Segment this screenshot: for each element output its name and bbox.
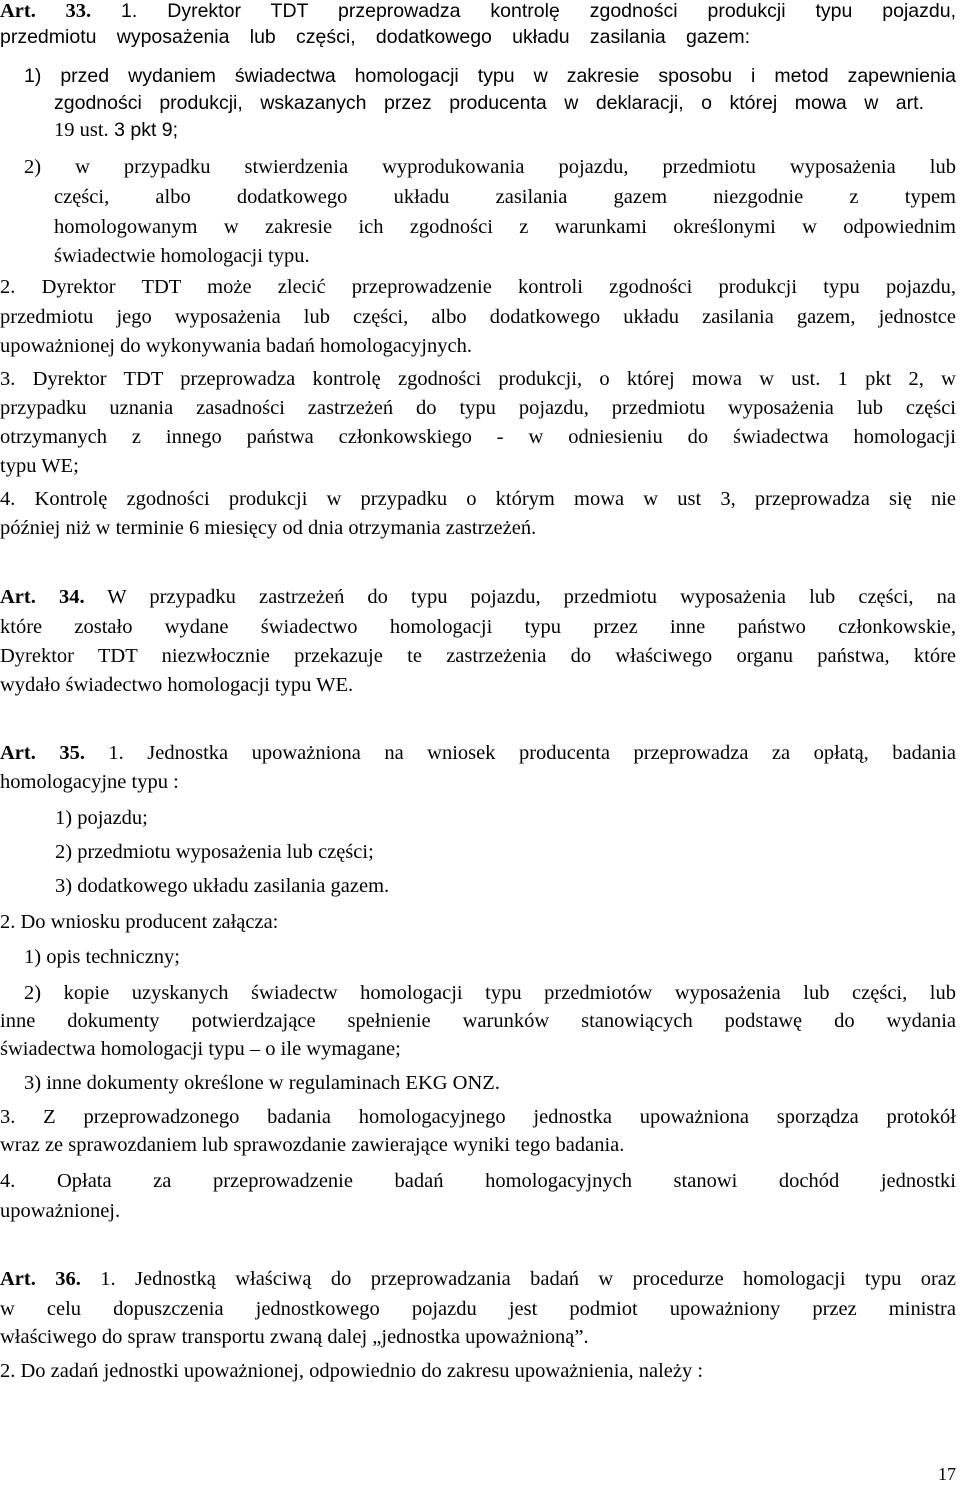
art34-line3: Dyrektor TDT niezwłocznie przekazuje te zastrzeżenia do właściwego organu państwa, które bbox=[0, 645, 956, 667]
art35-sec2-heading: 2. Do wniosku producent załącza: bbox=[0, 911, 279, 933]
art33-sec2-line1: 2. Dyrektor TDT może zlecić przeprowadzenie kontroli zgodności produkcji typu pojazdu, bbox=[0, 276, 956, 298]
art35-item1: 1) pojazdu; bbox=[55, 807, 148, 829]
art34-line4: wydało świadectwo homologacji typu WE. bbox=[0, 674, 354, 696]
art33-point1-line3a: 19 ust. bbox=[54, 119, 109, 141]
art33-sec4-line2: później niż w terminie 6 miesięcy od dnia otrzymania zastrzeżeń. bbox=[0, 517, 537, 539]
art35-sec2-item2-line3: świadectwa homologacji typu – o ile wymagane; bbox=[0, 1038, 401, 1060]
art34-line1-text: W przypadku zastrzeżeń do typu pojazdu, przedmiotu wyposażenia lub części, na bbox=[84, 586, 956, 608]
art33-num: 1. bbox=[91, 0, 168, 22]
art35-sec2-item2-line1: 2) kopie uzyskanych świadectw homologacji typu przedmiotów wyposażenia lub części, lub bbox=[24, 982, 956, 1004]
art34-label: Art. 34. bbox=[0, 586, 85, 608]
art36-line2: w celu dopuszczenia jednostkowego pojazdu jest podmiot upoważniony przez ministra bbox=[0, 1298, 956, 1320]
art36-sec2: 2. Do zadań jednostki upoważnionej, odpowiednio do zakresu upoważnienia, należy : bbox=[0, 1360, 704, 1382]
art35-line2: homologacyjne typu : bbox=[0, 771, 179, 793]
art33-sec2-line2: przedmiotu jego wyposażenia lub części, albo dodatkowego układu zasilania gazem, jednostce bbox=[0, 306, 956, 328]
art35-sec3-line2: wraz ze sprawozdaniem lub sprawozdanie zawierające wyniki tego badania. bbox=[0, 1134, 625, 1156]
art36-line1 bbox=[0, 1266, 956, 1293]
page-number: 17 bbox=[938, 1464, 956, 1484]
art33-point1-line2: zgodności produkcji, wskazanych przez producenta w deklaracji, o której mowa w art. bbox=[54, 92, 924, 114]
art33-point2-line3: homologowanym w zakresie ich zgodności z warunkami określonymi w odpowiednim bbox=[54, 216, 956, 238]
art36-label: Art. 36. bbox=[0, 1268, 81, 1290]
art35-item3: 3) dodatkowego układu zasilania gazem. bbox=[55, 875, 390, 897]
art33-label: Art. 33. bbox=[0, 0, 92, 22]
art34-line1 bbox=[0, 584, 956, 611]
art33-point1-line1: 1) przed wydaniem świadectwa homologacji typu w zakresie sposobu i metod zapewnienia bbox=[24, 65, 956, 87]
art35-sec3-line1: 3. Z przeprowadzonego badania homologacyjnego jednostka upoważniona sporządza protokół bbox=[0, 1106, 956, 1128]
art33-point1-line3b: 3 pkt 9; bbox=[108, 119, 179, 141]
art33-sec2-line3: upoważnionej do wykonywania badań homologacyjnych. bbox=[0, 335, 472, 357]
art34-line2: które zostało wydane świadectwo homologacji typu przez inne państwo członkowskie, bbox=[0, 616, 956, 638]
art33-sec3-line1: 3. Dyrektor TDT przeprowadza kontrolę zgodności produkcji, o której mowa w ust. 1 pkt 2, w bbox=[0, 368, 956, 390]
art33-point1-line3 bbox=[54, 117, 178, 144]
art33-lead-text-2: przedmiotu wyposażenia lub części, dodatkowego układu zasilania gazem: bbox=[0, 26, 750, 48]
art35-sec4-line1: 4. Opłata za przeprowadzenie badań homologacyjnych stanowi dochód jednostki bbox=[0, 1170, 956, 1192]
art35-sec2-item3: 3) inne dokumenty określone w regulaminach EKG ONZ. bbox=[24, 1072, 500, 1094]
art33-sec3-line3: otrzymanych z innego państwa członkowskiego - w odniesieniu do świadectwa homologacji bbox=[0, 426, 956, 448]
art33-point2-line2: części, albo dodatkowego układu zasilania gazem niezgodnie z typem bbox=[54, 186, 956, 208]
art33-point2-line4: świadectwie homologacji typu. bbox=[54, 245, 310, 267]
art35-item2: 2) przedmiotu wyposażenia lub części; bbox=[55, 841, 374, 863]
art33-sec3-line4: typu WE; bbox=[0, 455, 79, 477]
art35-line1-text: 1. Jednostka upoważniona na wniosek producenta przeprowadza za opłatą, badania bbox=[84, 742, 956, 764]
art36-line1-text: 1. Jednostką właściwą do przeprowadzania badań w procedurze homologacji typu oraz bbox=[80, 1268, 956, 1290]
art35-sec2-item2-line2: inne dokumenty potwierdzające spełnienie warunków stanowiących podstawę do wydania bbox=[0, 1010, 956, 1032]
art33-sec3-line2: przypadku uznania zasadności zastrzeżeń do typu pojazdu, przedmiotu wyposażenia lub części bbox=[0, 397, 956, 419]
art35-sec4-line2: upoważnionej. bbox=[0, 1200, 121, 1222]
art33-lead-text: Dyrektor TDT przeprowadza kontrolę zgodności produkcji typu pojazdu, bbox=[167, 0, 956, 22]
art33-heading-line bbox=[0, 0, 956, 25]
art35-line1 bbox=[0, 740, 956, 767]
art36-line3: właściwego do spraw transportu zwaną dalej „jednostka upoważnioną”. bbox=[0, 1326, 589, 1348]
art33-point2-line1: 2) w przypadku stwierdzenia wyprodukowania pojazdu, przedmiotu wyposażenia lub bbox=[24, 156, 956, 178]
art35-label: Art. 35. bbox=[0, 742, 85, 764]
art35-sec2-item1: 1) opis techniczny; bbox=[24, 946, 180, 968]
art33-sec4-line1: 4. Kontrolę zgodności produkcji w przypadku o którym mowa w ust 3, przeprowadza się nie bbox=[0, 488, 956, 510]
